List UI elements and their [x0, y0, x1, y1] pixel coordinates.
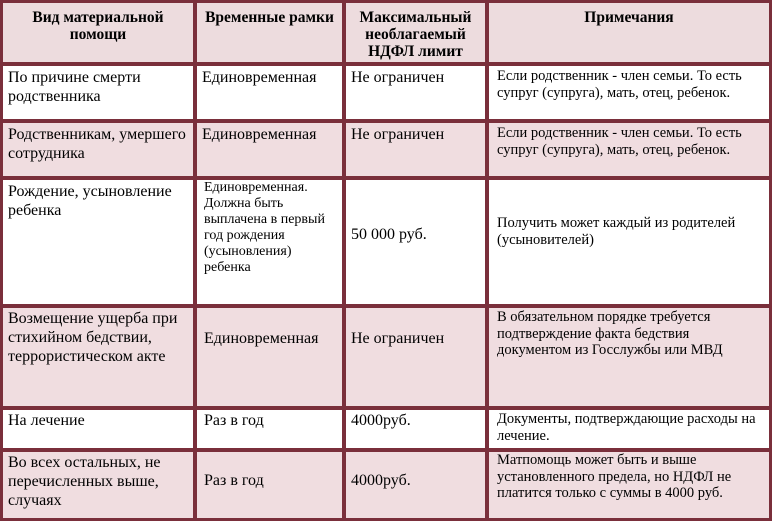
- table-row-cell-limit: Не ограничен: [346, 66, 485, 119]
- header-cell-notes: Примечания: [489, 3, 769, 62]
- table-row-cell-period: Раз в год: [197, 452, 342, 518]
- table-row-cell-note: Матпомощь может быть и выше установленного предела, но НДФЛ не платится только с суммы в 4000 руб.: [489, 452, 769, 518]
- table-row-cell-period: Раз в год: [197, 410, 342, 448]
- table-row-cell-note: В обязательном порядке требуется подтверждение факта бедствия документом из Госслужбы или МВД: [489, 308, 769, 406]
- table-row-cell-type: На лечение: [3, 410, 193, 448]
- table-row-cell-limit: Не ограничен: [346, 308, 485, 406]
- table-row-cell-limit: 4000руб.: [346, 452, 485, 518]
- table-row-cell-type: Родственникам, умершего сотрудника: [3, 123, 193, 176]
- table-row-cell-note: Если родственник - член семьи. То есть супруг (супруга), мать, отец, ребенок.: [489, 123, 769, 176]
- table-row-cell-limit: 4000руб.: [346, 410, 485, 448]
- table-row-cell-limit: Не ограничен: [346, 123, 485, 176]
- table-row-cell-type: Во всех остальных, не перечисленных выше, случаях: [3, 452, 193, 518]
- table-row-cell-period: Единовременная. Должна быть выплачена в первый год рождения (усыновления) ребенка: [197, 180, 342, 304]
- table-row-cell-period: Единовременная: [197, 308, 342, 406]
- table-row-cell-limit: 50 000 руб.: [346, 180, 485, 304]
- table-row-cell-note: Документы, подтверждающие расходы на лечение.: [489, 410, 769, 448]
- header-cell-limit: Максимальный необлагаемый НДФЛ лимит: [346, 3, 485, 62]
- table-row-cell-type: По причине смерти родственника: [3, 66, 193, 119]
- table-row-cell-type: Рождение, усыновление ребенка: [3, 180, 193, 304]
- table-row-cell-period: Единовременная: [197, 123, 342, 176]
- table-row-cell-note: Если родственник - член семьи. То есть супруг (супруга), мать, отец, ребенок.: [489, 66, 769, 119]
- table-row-cell-note: Получить может каждый из родителей (усыновителей): [489, 180, 769, 304]
- header-cell-period: Временные рамки: [197, 3, 342, 62]
- header-cell-type: Вид материальной помощи: [3, 3, 193, 62]
- table-row-cell-type: Возмещение ущерба при стихийном бедствии, террористическом акте: [3, 308, 193, 406]
- table-row-cell-period: Единовременная: [197, 66, 342, 119]
